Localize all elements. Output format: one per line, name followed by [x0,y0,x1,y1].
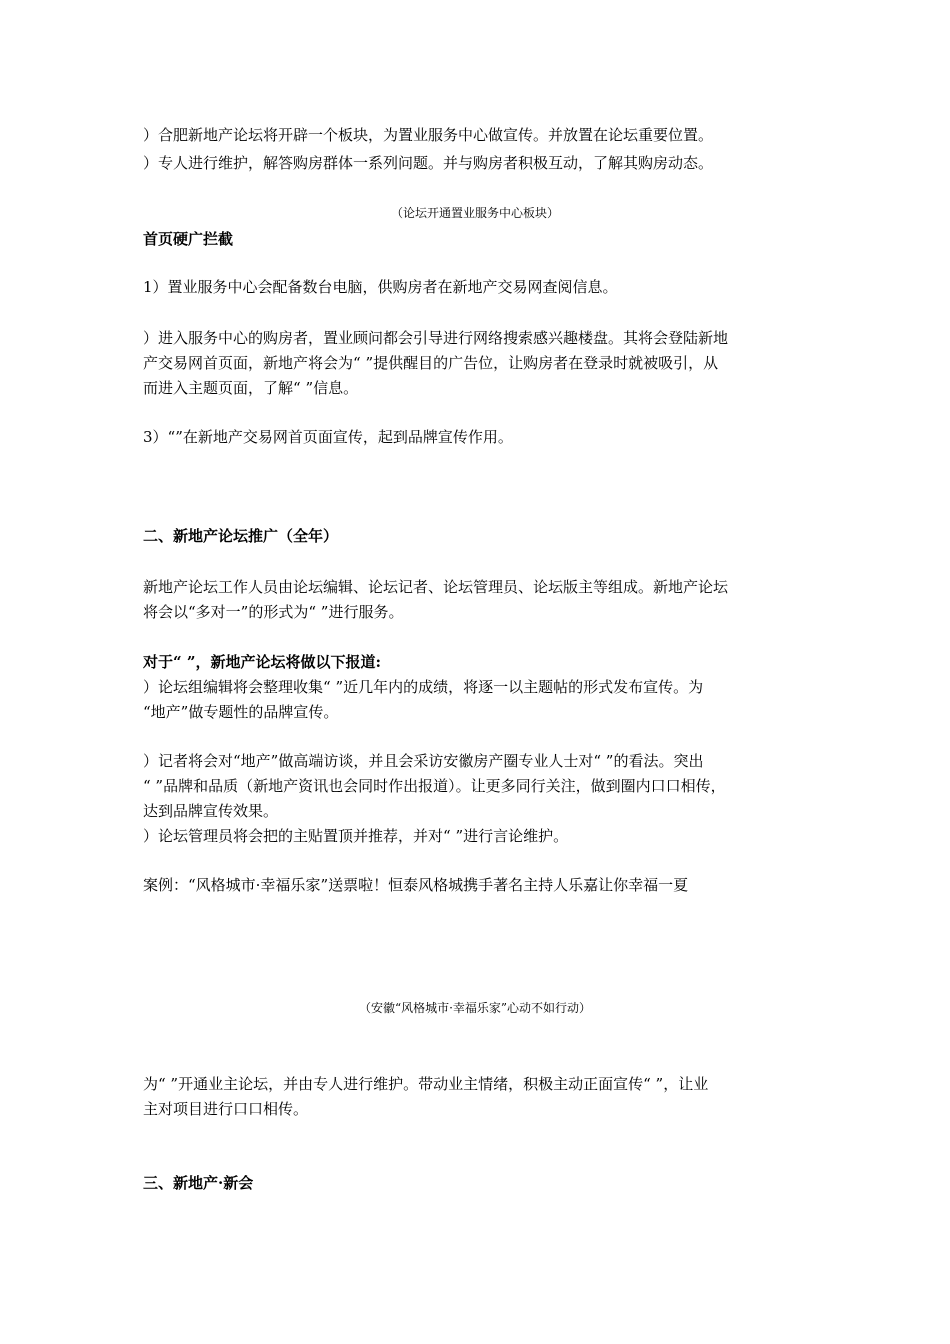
section-title: 二、新地产论坛推广（全年） [143,527,339,545]
list-item-continued: “地产”做专题性的品牌宣传。 [143,703,339,721]
paragraph-line: 新地产论坛工作人员由论坛编辑、论坛记者、论坛管理员、论坛版主等组成。新地产论坛 [143,578,729,596]
subheading: 对于“ ”，新地产论坛将做以下报道: [143,653,382,671]
list-item-continued: 而进入主题页面，了解“ ”信息。 [143,379,359,397]
paragraph-line: ）专人进行维护，解答购房群体一系列问题。并与购房者积极互动，了解其购房动态。 [143,154,714,172]
list-item: ）论坛组编辑将会整理收集“ ”近几年内的成绩，将逐一以主题帖的形式发布宣传。为 [143,678,704,696]
section-title: 三、新地产·新会 [143,1174,254,1192]
paragraph-line: 将会以“多对一”的形式为“ ”进行服务。 [143,603,404,621]
list-item: ）进入服务中心的购房者，置业顾问都会引导进行网络搜索感兴趣楼盘。其将会登陆新地 [143,329,729,347]
list-item-continued: 达到品牌宣传效果。 [143,802,279,820]
paragraph-line: 主对项目进行口口相传。 [143,1100,309,1118]
section-heading: 首页硬广拦截 [143,230,234,248]
list-item: 1）置业服务中心会配备数台电脑，供购房者在新地产交易网查阅信息。 [143,278,618,296]
figure-caption: （安徽“风格城市·幸福乐家”心动不如行动） [358,1001,592,1015]
case-example: 案例：“风格城市·幸福乐家”送票啦！恒泰风格城携手著名主持人乐嘉让你幸福一夏 [143,876,689,894]
paragraph-line: ）合肥新地产论坛将开辟一个板块，为置业服务中心做宣传。并放置在论坛重要位置。 [143,126,714,144]
list-item-continued: “ ”品牌和品质（新地产资讯也会同时作出报道）。让更多同行关注，做到圈内口口相传， [143,777,726,795]
figure-caption: （论坛开通置业服务中心板块） [390,206,559,220]
paragraph-line: 为“ ”开通业主论坛，并由专人进行维护。带动业主情绪，积极主动正面宣传“ ”，让业 [143,1075,709,1093]
list-item: ）记者将会对“地产”做高端访谈，并且会采访安徽房产圈专业人士对“ ”的看法。突出 [143,752,704,770]
list-item: ）论坛管理员将会把的主贴置顶并推荐，并对“ ”进行言论维护。 [143,827,569,845]
list-item: 3）“”在新地产交易网首页面宣传，起到品牌宣传作用。 [143,428,513,446]
list-item-continued: 产交易网首页面，新地产将会为“ ”提供醒目的广告位，让购房者在登录时就被吸引，从 [143,354,719,372]
